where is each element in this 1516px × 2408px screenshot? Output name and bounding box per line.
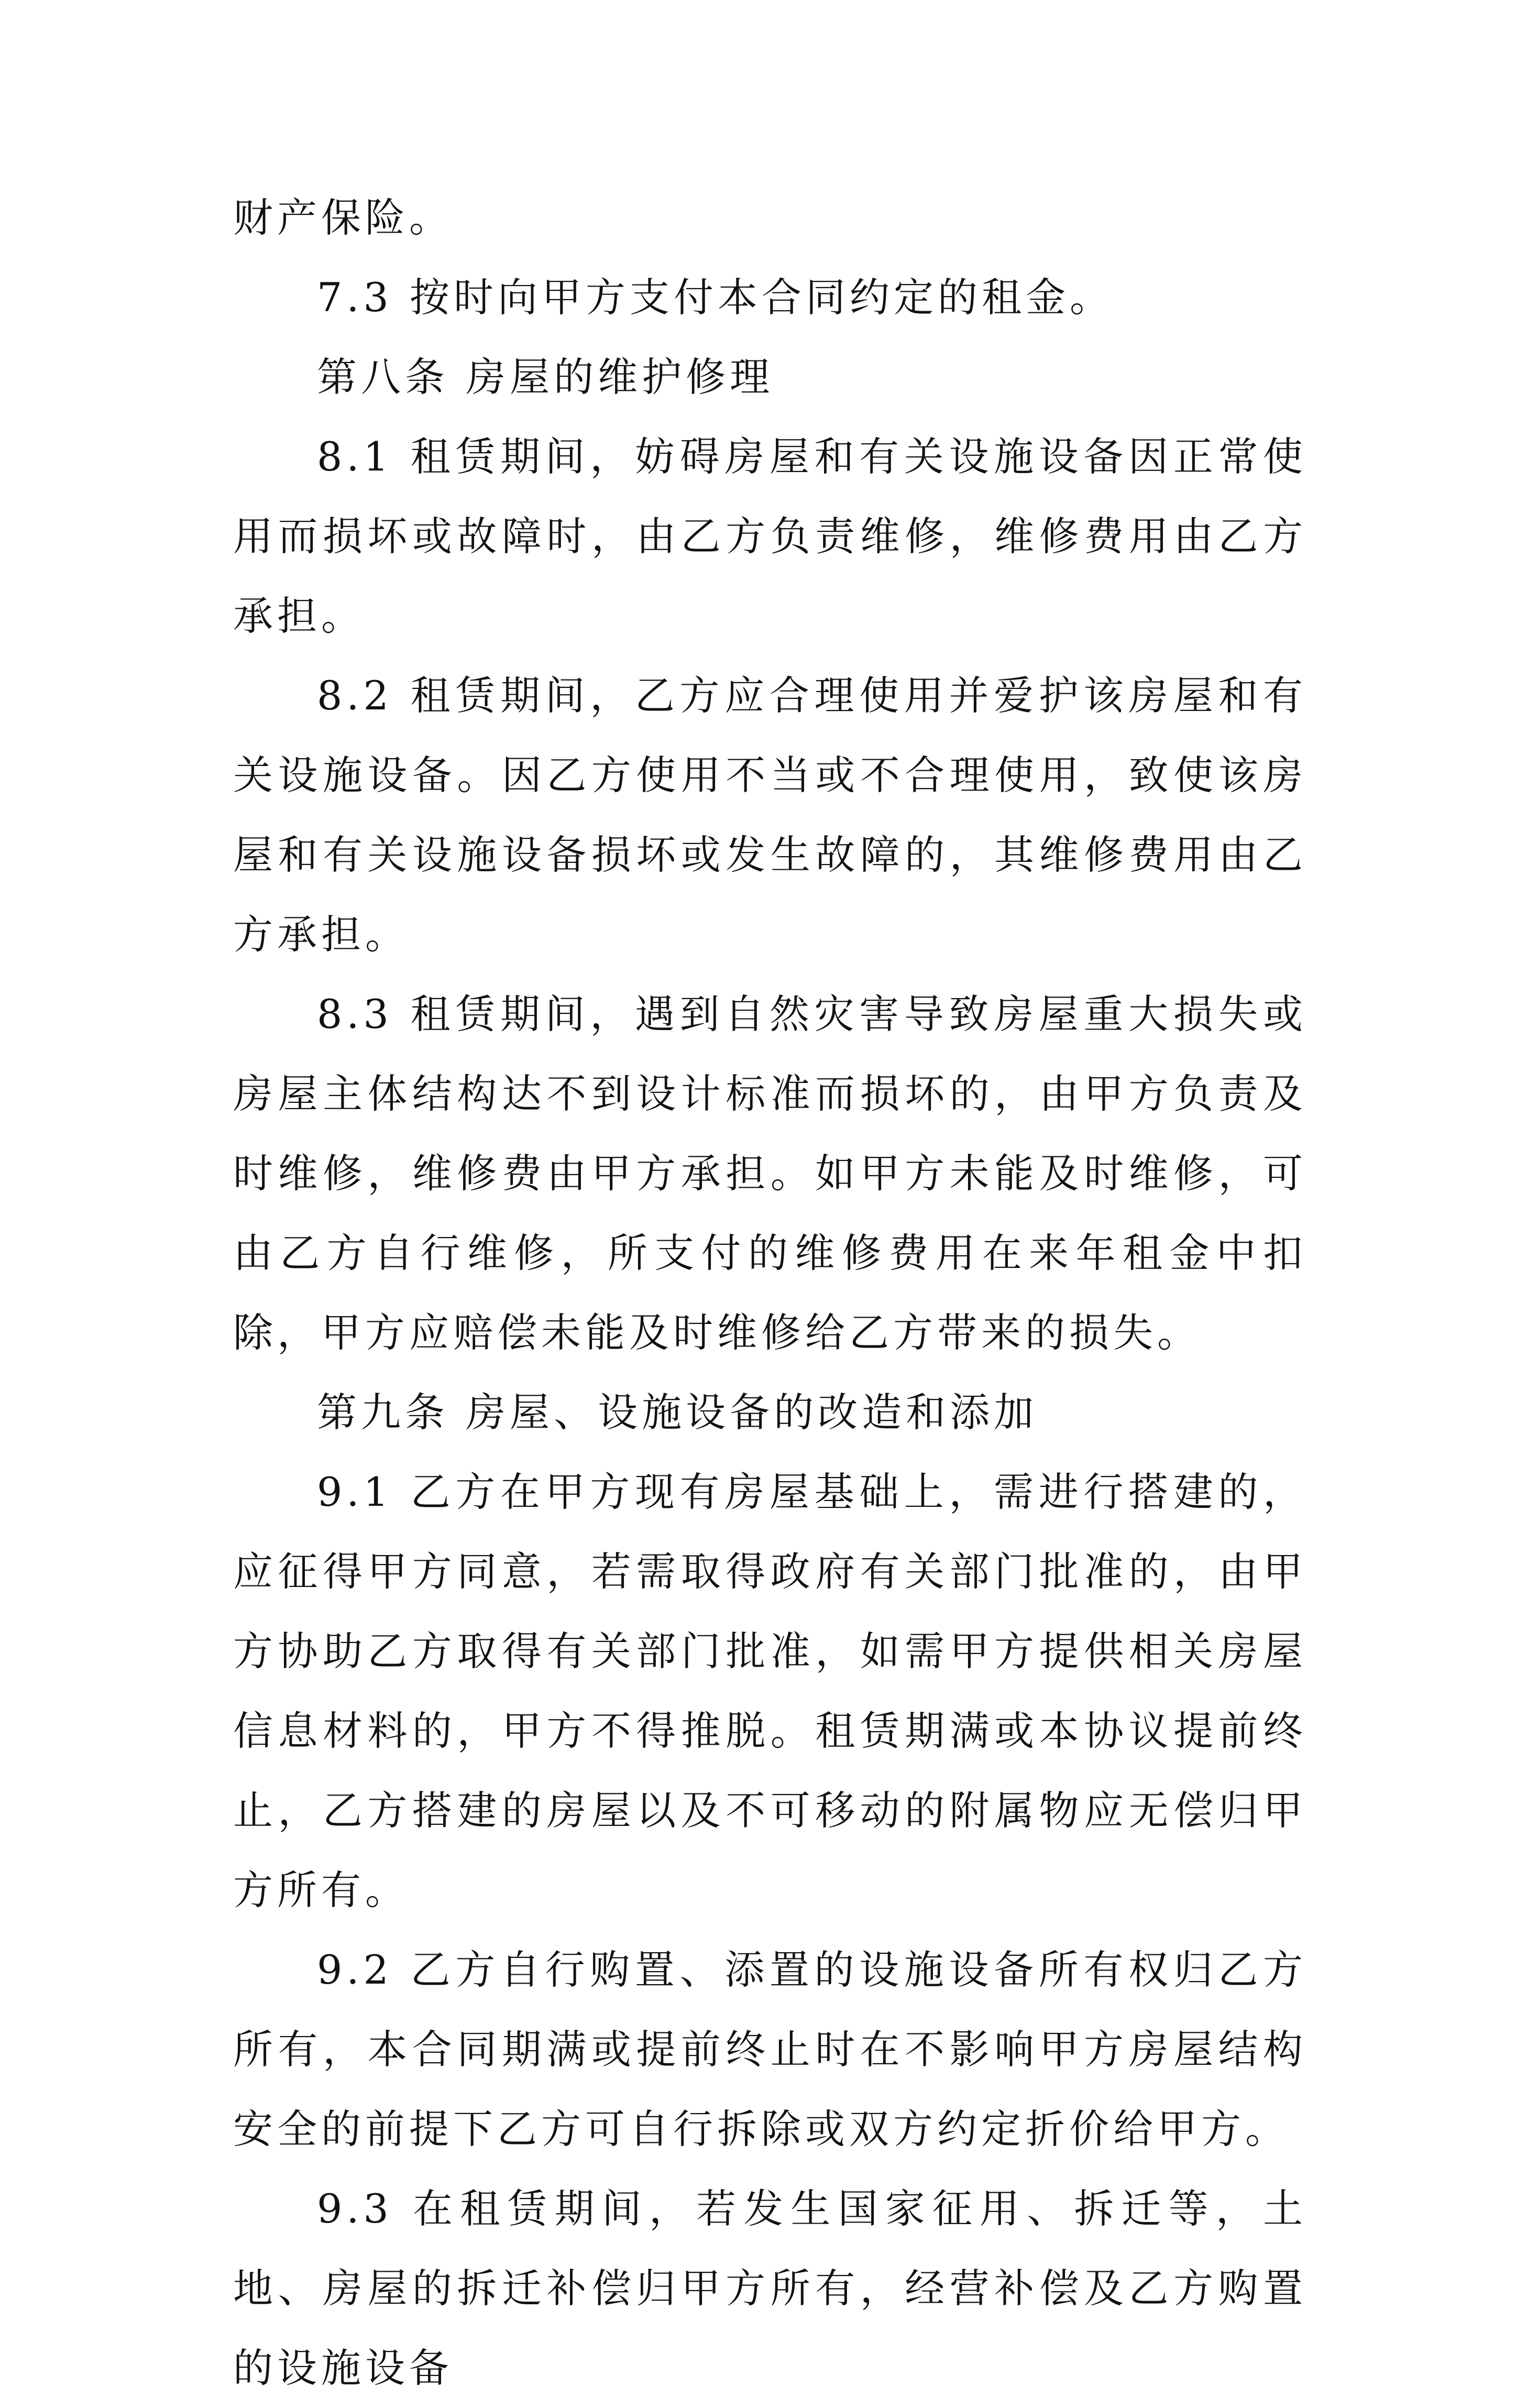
clause-9-2: 9.2 乙方自行购置、添置的设施设备所有权归乙方所有，本合同期满或提前终止时在不影响甲方房屋结构安全的前提下乙方可自行拆除或双方约定折价给甲方。 bbox=[233, 1946, 1307, 2152]
clause-8-2: 8.2 租赁期间，乙方应合理使用并爱护该房屋和有关设施设备。因乙方使用不当或不合理使用，致使该房屋和有关设施设备损坏或发生故障的，其维修费用由乙方承担。 bbox=[233, 672, 1307, 958]
clause-8-1: 8.1 租赁期间，妨碍房屋和有关设施设备因正常使用而损坏或故障时，由乙方负责维修，维修费用由乙方承担。 bbox=[233, 433, 1307, 639]
document-page bbox=[233, 178, 1307, 2408]
article-8-heading: 第八条 房屋的维护修理 bbox=[317, 354, 774, 400]
clause-9-1: 9.1 乙方在甲方现有房屋基础上，需进行搭建的，应征得甲方同意，若需取得政府有关部门批准的，由甲方协助乙方取得有关部门批准，如需甲方提供相关房屋信息材料的，甲方不得推脱。租赁期满或本协议提前终止，乙方搭建的房屋以及不可移动的附属物应无偿归甲方所有。 bbox=[233, 1469, 1307, 1913]
clause-7-3: 7.3 按时向甲方支付本合同约定的租金。 bbox=[317, 274, 1114, 321]
paragraph-continuation: 财产保险。 bbox=[233, 194, 453, 241]
clause-9-3: 9.3 在租赁期间，若发生国家征用、拆迁等，土地、房屋的拆迁补偿归甲方所有，经营补偿及乙方购置的设施设备 bbox=[233, 2185, 1307, 2391]
article-9-heading: 第九条 房屋、设施设备的改造和添加 bbox=[317, 1389, 1038, 1436]
clause-8-3: 8.3 租赁期间，遇到自然灾害导致房屋重大损失或房屋主体结构达不到设计标准而损坏的，由甲方负责及时维修，维修费由甲方承担。如甲方未能及时维修，可由乙方自行维修，所支付的维修费用在来年租金中扣除，甲方应赔偿未能及时维修给乙方带来的损失。 bbox=[233, 991, 1307, 1356]
